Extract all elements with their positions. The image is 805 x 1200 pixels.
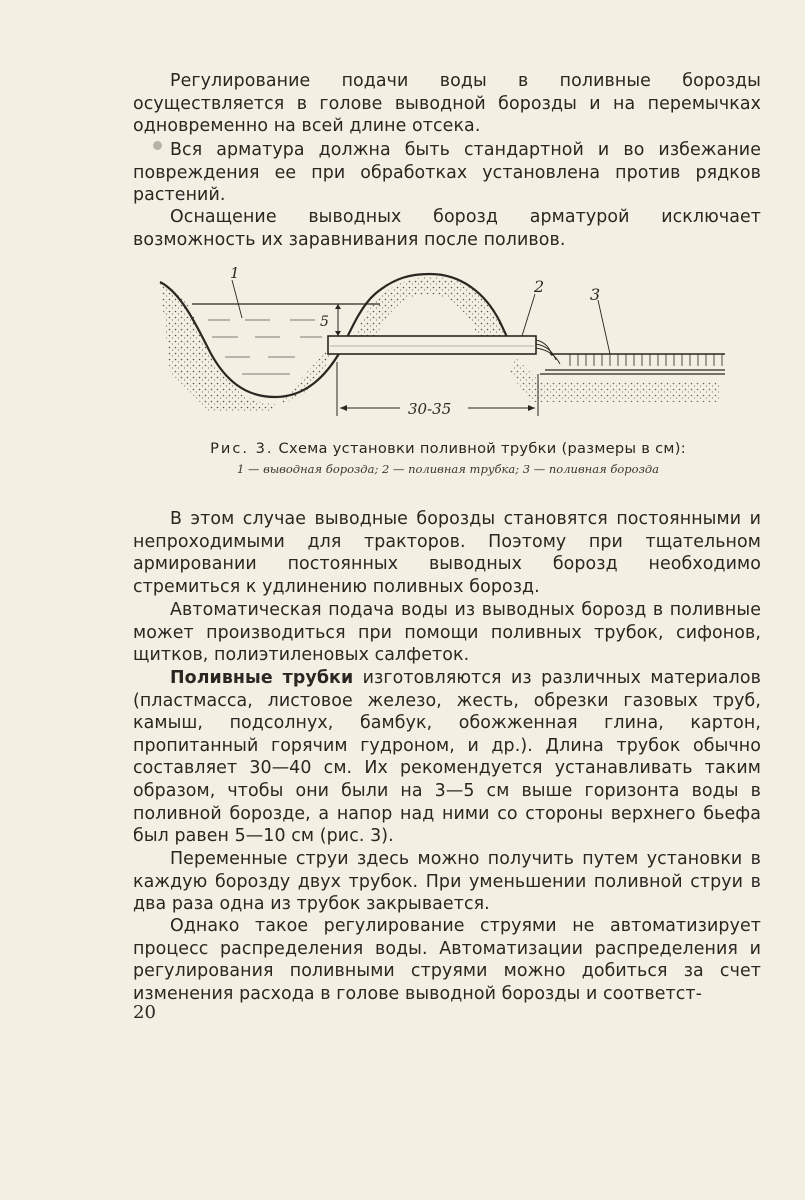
paragraph-irrigation-tubes-text: изготовляются из различных материалов (пластмасса, листовое железо, жесть, обрезки газовых труб, камыш, подсолнух, бамбук, обожженная глина, картон, пропитанный горячим гудроном, и др.). Длина трубок обычно составляет 30—40 см. Их рекомендуется устанавливать таким образом, чтобы они были на 3—5 см выше горизонта воды в поливной борозде, а напор над ними со стороны верхнего бьефа был равен 5—10 см (рис. 3). — [133, 668, 761, 847]
paragraph-irrigation-tubes — [133, 667, 761, 848]
paragraph-variable-jets: Переменные струи здесь можно получить путем установки в каждую борозду двух трубок. При уменьшении поливной струи в два раза одна из трубок закрывается. — [133, 849, 761, 915]
paragraph-automatic-supply: Автоматическая подача воды из выводных борозд в поливные может производиться при помощи поливных трубок, сифонов, щитков, полиэтиленовых салфеток. — [133, 600, 761, 666]
paragraph-equipping: Оснащение выводных борозд арматурой исключает возможность их заравнивания после поливов. — [133, 207, 761, 250]
irrigation-tube — [328, 336, 536, 354]
figure-legend: 1 — выводная борозда; 2 — поливная трубка; 3 — поливная борозда — [237, 462, 659, 476]
water-hatch — [208, 320, 322, 374]
figure-caption-title: Схема установки поливной трубки (размеры в см): — [278, 440, 686, 457]
label-2: 2 — [534, 277, 545, 296]
dim-height-label: 5 — [320, 314, 329, 330]
paragraph-permanent-furrows: В этом случае выводные борозды становятся постоянными и непроходимыми для тракторов. Поэтому при тщательном армировании постоянных выводных борозд необходимо стремиться к удлинению поливных борозд. — [133, 509, 761, 597]
water-jet — [536, 340, 560, 364]
label-1: 1 — [230, 264, 240, 282]
dim-width-label: 30-35 — [408, 400, 452, 418]
soil-right — [510, 357, 720, 402]
page-number: 20 — [133, 1002, 156, 1023]
soil-ridge — [355, 277, 520, 342]
soil-left-bank — [160, 282, 335, 412]
paragraph-fittings: Вся арматура должна быть стандартной и во избежание повреждения ее при обработках установлена против рядков растений. — [133, 140, 761, 206]
furrow-hatch — [570, 354, 722, 366]
paragraph-regulation-automation: Однако такое регулирование струями не автоматизирует процесс распределения воды. Автоматизации распределения и регулирования поливными струями можно добиться за счет изменения расхода в голове выводной борозды и соответст- — [133, 916, 761, 1004]
figure-irrigation-tube-diagram — [150, 262, 730, 432]
paragraph-water-regulation: Регулирование подачи воды в поливные борозды осуществляется в голове выводной борозды и на перемычках одновременно на всей длине отсека. — [133, 71, 761, 137]
label-3: 3 — [590, 285, 601, 304]
figure-caption — [133, 440, 763, 457]
term-irrigation-tubes: Поливные трубки — [170, 668, 354, 688]
figure-caption-prefix: Рис. 3. — [210, 440, 274, 457]
